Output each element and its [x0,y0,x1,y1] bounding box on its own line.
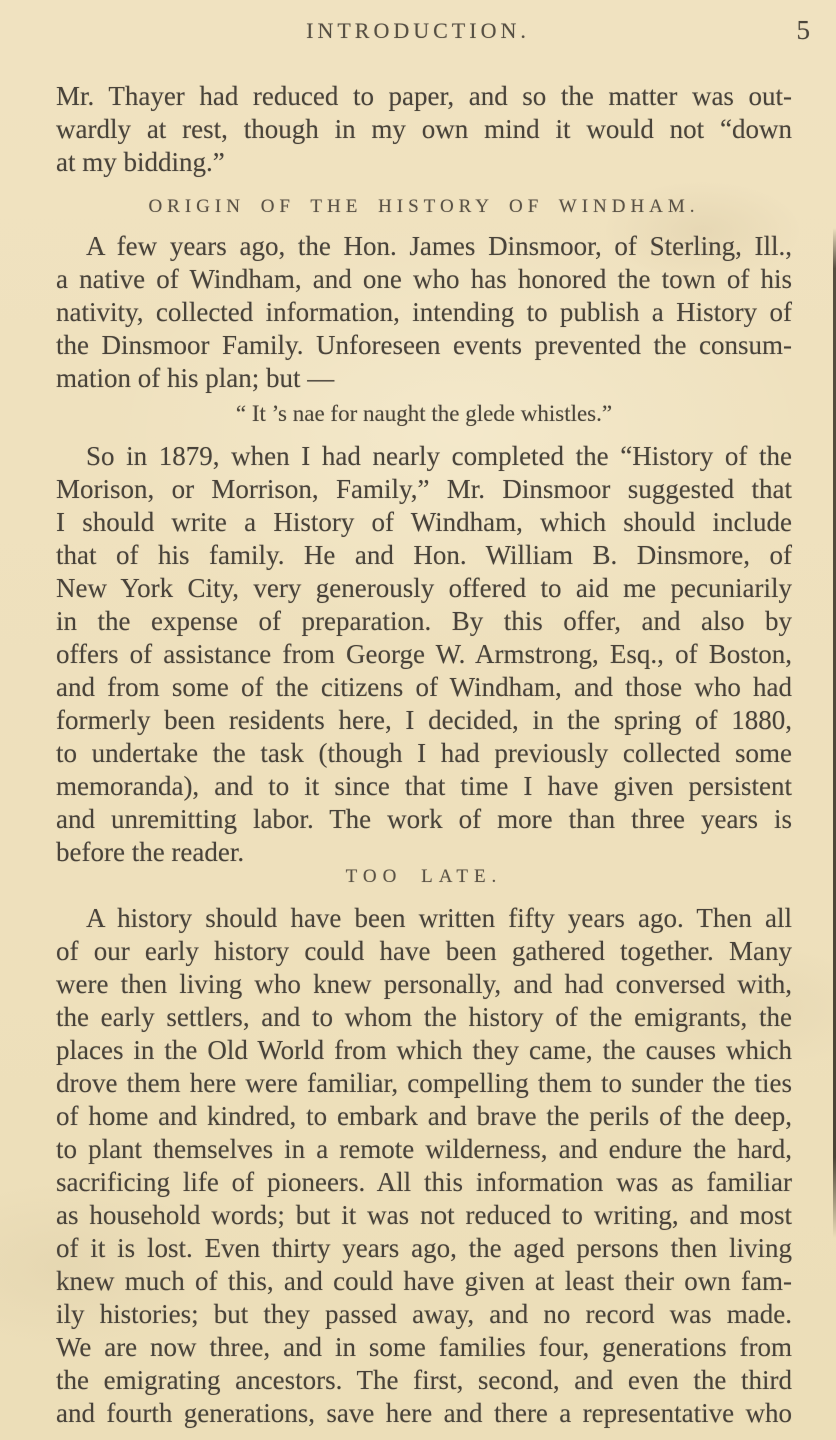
text-line: as household words; but it was not reduced to writing, and most [56,1200,792,1230]
text-line: a native of Windham, and one who has honored the town of his [56,264,792,294]
text-line: and unremitting labor. The work of more than three years is [56,804,792,834]
paragraph-too-late [56,902,792,1430]
text-line: of it is lost. Even thirty years ago, the aged persons then living [56,1233,792,1263]
page-number: 5 [796,15,810,45]
paragraph-origin [56,230,792,395]
text-line: I should write a History of Windham, which should include [56,507,792,537]
text-line: ily histories; but they passed away, and no record was made. [56,1299,792,1329]
text-line: We are now three, and in some families four, generations from [56,1332,792,1362]
text-line: places in the Old World from which they came, the causes which [56,1035,792,1065]
text-line: nativity, collected information, intending to publish a History of [56,297,792,327]
text-line: the early settlers, and to whom the history of the emigrants, the [56,1002,792,1032]
section-heading-origin: ORIGIN OF THE HISTORY OF WINDHAM. [148,196,700,217]
text-line: the Dinsmoor Family. Unforeseen events prevented the consum- [56,330,792,360]
text-line: New York City, very generously offered to aid me pecuniarily [56,573,792,603]
text-line: in the expense of preparation. By this offer, and also by [56,606,792,636]
text-line: A history should have been written fifty years ago. Then all [86,903,792,933]
text-line: Mr. Thayer had reduced to paper, and so the matter was out- [56,81,792,111]
text-line: of our early history could have been gathered together. Many [56,936,792,966]
text-line: memoranda), and to it since that time I have given persistent [56,771,792,801]
paragraph-history-offer [56,440,792,869]
text-line: the emigrating ancestors. The first, second, and even the third [56,1365,792,1395]
text-line: and from some of the citizens of Windham, and those who had [56,672,792,702]
text-line: and fourth generations, save here and there a representative who [56,1398,792,1428]
text-line: offers of assistance from George W. Armstrong, Esq., of Boston, [56,639,792,669]
text-line: So in 1879, when I had nearly completed the “History of the [86,441,792,471]
text-line: sacrificing life of pioneers. All this information was as familiar [56,1167,792,1197]
text-line: of home and kindred, to embark and brave the perils of the deep, [56,1101,792,1131]
text-line: that of his family. He and Hon. William B. Dinsmore, of [56,540,792,570]
text-line: before the reader. [56,837,245,867]
text-line: Morison, or Morrison, Family,” Mr. Dinsmoor suggested that [56,474,792,504]
text-line: to undertake the task (though I had previously collected some [56,738,792,768]
text-line: drove them here were familiar, compelling them to sunder the ties [56,1068,792,1098]
text-line: A few years ago, the Hon. James Dinsmoor, of Sterling, Ill., [86,231,792,261]
text-line: wardly at rest, though in my own mind it would not “down [56,114,792,144]
section-heading-too-late: TOO LATE. [345,866,503,887]
text-line: knew much of this, and could have given at least their own fam- [56,1266,792,1296]
text-line: formerly been residents here, I decided, in the spring of 1880, [56,705,792,735]
text-line: to plant themselves in a remote wilderness, and endure the hard, [56,1134,792,1164]
running-head-title: INTRODUCTION. [306,18,530,43]
text-line: were then living who knew personally, and had conversed with, [56,969,792,999]
verse-quotation: “ It ’s nae for naught the glede whistles.” [235,401,613,426]
text-line: at my bidding.” [56,147,225,177]
text-line: mation of his plan; but — [56,363,335,393]
paragraph-continuation [56,80,792,179]
